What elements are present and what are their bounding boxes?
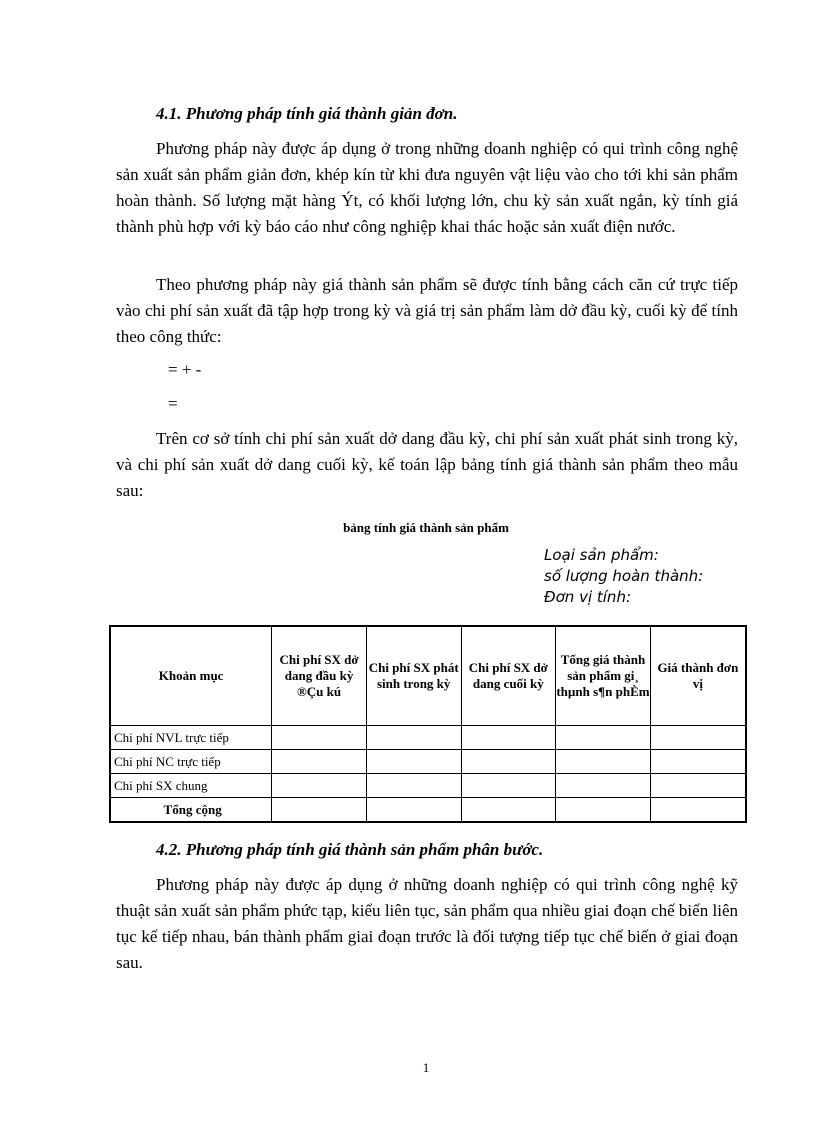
table-cell: [366, 726, 461, 750]
header-total-cost: Tổng giá thành sản phẩm gi¸ thµnh s¶n phÈm: [556, 626, 651, 726]
section-4-1-heading: 4.1. Phương pháp tính giá thành giản đơn.: [156, 104, 458, 123]
header-khoan-muc: Khoản mục: [110, 626, 272, 726]
table-cell: [272, 798, 367, 823]
section-4-2-heading: 4.2. Phương pháp tính giá thành sản phẩm phân bước.: [156, 840, 544, 859]
page-number: 1: [422, 1060, 430, 1075]
header-period-cost: Chi phí SX phát sinh trong kỳ: [366, 626, 461, 726]
table-cell: [366, 774, 461, 798]
meta-quantity-completed: số lượng hoàn thành:: [544, 567, 704, 585]
table-cell: [650, 750, 746, 774]
cost-table: [109, 625, 747, 823]
formula-line-1: = + -: [168, 360, 202, 379]
table-cell: [556, 750, 651, 774]
table-cell: [650, 798, 746, 823]
row-label: Chi phí NC trực tiếp: [110, 750, 272, 774]
table-meta: [544, 545, 703, 608]
table-header-row: [110, 626, 746, 726]
table-cell: [650, 726, 746, 750]
table-row: [110, 726, 746, 750]
table-cell: [461, 750, 556, 774]
row-label: Chi phí SX chung: [110, 774, 272, 798]
table-cell: [272, 774, 367, 798]
table-cell: [461, 726, 556, 750]
table-cell: [272, 726, 367, 750]
table-cell: [556, 774, 651, 798]
formula-line-2: =: [168, 394, 178, 413]
table-cell: [556, 726, 651, 750]
row-label-total: Tổng cộng: [110, 798, 272, 823]
table-cell: [650, 774, 746, 798]
table-total-row: [110, 798, 746, 823]
header-opening-wip: Chi phí SX dở dang đầu kỳ ®Çu kú: [272, 626, 367, 726]
paragraph-2: Theo phương pháp này giá thành sản phẩm sẽ được tính bằng cách căn cứ trực tiếp vào chi phí sản xuất đã tập hợp trong kỳ và giá trị sản phẩm làm dở đầu kỳ, cuối kỳ để tính theo công thức:: [116, 275, 738, 346]
table-title: bảng tính giá thành sản phẩm: [343, 520, 509, 535]
table-row: [110, 774, 746, 798]
row-label: Chi phí NVL trực tiếp: [110, 726, 272, 750]
paragraph-4: Phương pháp này được áp dụng ở những doanh nghiệp có qui trình công nghệ kỹ thuật sản xuất sản phẩm phức tạp, kiểu liên tục, sản phẩm qua nhiều giai đoạn chế biến liên tục kế tiếp nhau, bán thành phẩm giai đoạn trước là đối tượng tiếp tục chế biến ở giai đoạn sau.: [116, 875, 738, 972]
meta-product-type: Loại sản phẩm:: [544, 546, 659, 564]
header-unit-cost: Giá thành đơn vị: [650, 626, 746, 726]
table-cell: [366, 750, 461, 774]
table-cell: [461, 774, 556, 798]
table-cell: [366, 798, 461, 823]
header-closing-wip: Chi phí SX dở dang cuối kỳ: [461, 626, 556, 726]
table-cell: [272, 750, 367, 774]
table-row: [110, 750, 746, 774]
meta-unit: Đơn vị tính:: [544, 588, 632, 606]
paragraph-3: Trên cơ sở tính chi phí sản xuất dở dang đầu kỳ, chi phí sản xuất phát sinh trong kỳ, và chi phí sản xuất dở dang cuối kỳ, kế toán lập bảng tính giá thành sản phẩm theo mẫu sau:: [116, 429, 738, 500]
table-cell: [556, 798, 651, 823]
table-cell: [461, 798, 556, 823]
paragraph-1: Phương pháp này được áp dụng ở trong những doanh nghiệp có qui trình công nghệ sản xuất sản phẩm giản đơn, khép kín từ khi đưa nguyên vật liệu vào cho tới khi sản phẩm hoàn thành. Số lượng mặt hàng Ýt, có khối lượng lớn, chu kỳ sản xuất ngắn, kỳ tính giá thành phù hợp với kỳ báo cáo như công nghiệp khai thác hoặc sản xuất điện nước.: [116, 139, 738, 236]
